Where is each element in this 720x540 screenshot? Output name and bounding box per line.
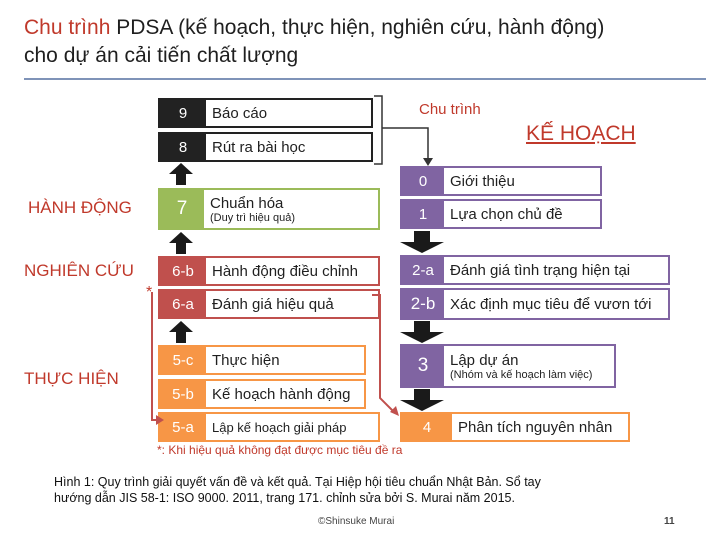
step-6a-number: 6-a bbox=[160, 291, 206, 317]
cycle-arrow-line bbox=[382, 128, 428, 160]
step-9-number: 9 bbox=[160, 100, 206, 126]
step-8-box bbox=[158, 132, 373, 162]
step-4-box bbox=[400, 412, 630, 442]
step-7-label: Chuẩn hóa bbox=[210, 194, 284, 212]
step-7-box bbox=[158, 188, 380, 230]
step-5b-number: 5-b bbox=[160, 381, 206, 407]
step-0-label: Giới thiệu bbox=[450, 172, 515, 190]
step-8-label: Rút ra bài học bbox=[212, 138, 306, 156]
caption-line-1: Hình 1: Quy trình giải quyết vấn đề và kết quả. Tại Hiệp hội tiêu chuẩn Nhật Bản. Sổ tay bbox=[54, 475, 541, 489]
step-7-number: 7 bbox=[160, 190, 204, 228]
step-4-number: 4 bbox=[402, 414, 452, 440]
title-line2: cho dự án cải tiến chất lượng bbox=[24, 44, 299, 67]
page-number: 11 bbox=[664, 516, 675, 527]
step-1-box bbox=[400, 199, 602, 229]
phase-do-label: THỰC HIỆN bbox=[24, 369, 119, 388]
title-line1: PDSA (kế hoạch, thực hiện, nghiên cứu, hành động) bbox=[110, 16, 605, 39]
cycle-label: Chu trình bbox=[419, 101, 481, 118]
step-3-box bbox=[400, 344, 616, 388]
step-6a-box bbox=[158, 289, 380, 319]
title-divider bbox=[24, 78, 706, 80]
step-6b-number: 6-b bbox=[160, 258, 206, 284]
step-3-label: Lập dự án bbox=[450, 351, 519, 369]
arrow-down-3-4 bbox=[400, 389, 444, 411]
step-5b-box bbox=[158, 379, 366, 409]
step-2a-label: Đánh giá tình trạng hiện tại bbox=[450, 261, 631, 279]
step-1-number: 1 bbox=[402, 201, 444, 227]
arrow-down-1-2a bbox=[400, 231, 444, 253]
step-5a-number: 5-a bbox=[160, 414, 206, 440]
figure-caption bbox=[54, 474, 654, 506]
phase-study-label: NGHIÊN CỨU bbox=[24, 261, 134, 280]
step-4-label: Phân tích nguyên nhân bbox=[458, 418, 613, 436]
loop-6a-to-4-head bbox=[390, 406, 399, 416]
slide-title bbox=[24, 14, 714, 70]
step-3-text bbox=[444, 346, 592, 386]
step-3-number: 3 bbox=[402, 346, 444, 386]
step-7-sublabel: (Duy trì hiệu quả) bbox=[210, 211, 295, 224]
step-8-number: 8 bbox=[160, 134, 206, 160]
cycle-bracket bbox=[374, 96, 382, 164]
arrow-up-5c-6a bbox=[169, 321, 193, 343]
step-0-box bbox=[400, 166, 602, 196]
step-6a-label: Đánh giá hiệu quả bbox=[212, 295, 334, 313]
step-6b-box bbox=[158, 256, 380, 286]
step-5c-label: Thực hiện bbox=[212, 351, 280, 369]
step-5c-box bbox=[158, 345, 366, 375]
step-2b-label: Xác định mục tiêu để vươn tới bbox=[450, 295, 652, 313]
arrow-down-2b-3 bbox=[400, 321, 444, 343]
caption-line-2: hướng dẫn JIS 58-1: ISO 9000. 2011, trang 171. chỉnh sửa bởi S. Murai năm 2015. bbox=[54, 491, 515, 505]
phase-plan-label: KẾ HOẠCH bbox=[526, 122, 636, 145]
phase-act-label: HÀNH ĐỘNG bbox=[28, 198, 132, 217]
star-footnote: *: Khi hiệu quả không đạt được mục tiêu đề ra bbox=[157, 443, 403, 457]
step-5c-number: 5-c bbox=[160, 347, 206, 373]
step-1-label: Lựa chọn chủ đề bbox=[450, 205, 563, 223]
step-5b-label: Kế hoạch hành động bbox=[212, 385, 351, 403]
step-6b-label: Hành động điều chỉnh bbox=[212, 262, 358, 280]
step-2a-number: 2-a bbox=[402, 257, 444, 283]
step-0-number: 0 bbox=[402, 168, 444, 194]
arrow-up-8-9 bbox=[169, 163, 193, 185]
step-9-box bbox=[158, 98, 373, 128]
step-5a-box bbox=[158, 412, 380, 442]
star-marker: * bbox=[146, 284, 153, 301]
step-2b-number: 2-b bbox=[402, 290, 444, 318]
step-7-text bbox=[204, 190, 295, 228]
step-9-label: Báo cáo bbox=[212, 104, 268, 122]
step-3-sublabel: (Nhóm và kế hoạch làm việc) bbox=[450, 368, 593, 381]
footer-credit: ©Shinsuke Murai bbox=[318, 516, 395, 527]
title-highlight: Chu trình bbox=[24, 16, 111, 39]
step-5a-label: Lập kế hoạch giải pháp bbox=[212, 419, 347, 435]
cycle-arrow-head bbox=[423, 158, 433, 166]
step-2a-box bbox=[400, 255, 670, 285]
step-2b-box bbox=[400, 288, 670, 320]
arrow-up-7-8 bbox=[169, 232, 193, 254]
